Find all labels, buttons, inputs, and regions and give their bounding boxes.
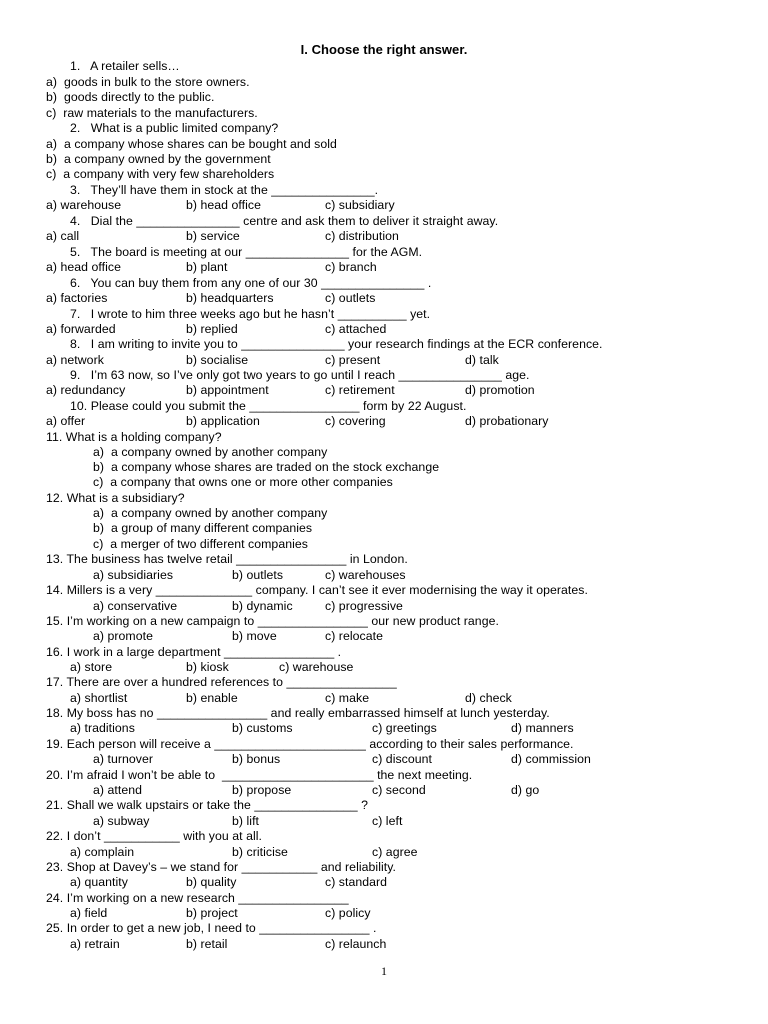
question-text: 10. Please could you submit the ________________ form by 22 August. bbox=[70, 399, 467, 413]
answer-options-row bbox=[0, 659, 768, 675]
answer-option: a) subway bbox=[93, 814, 150, 828]
answer-option: a) forwarded bbox=[46, 322, 116, 336]
answer-options-row bbox=[0, 413, 768, 429]
answer-option: b) headquarters bbox=[186, 291, 274, 305]
question-text: 25. In order to get a new job, I need to ________________ . bbox=[46, 921, 377, 935]
answer-option: c) subsidiary bbox=[325, 198, 395, 212]
answer-options-row bbox=[0, 228, 768, 244]
answer-option: c) second bbox=[372, 783, 426, 797]
answer-option: c) greetings bbox=[372, 721, 437, 735]
answer-option: a) a company owned by another company bbox=[93, 445, 328, 459]
answer-option: b) quality bbox=[186, 875, 237, 889]
answer-option: c) agree bbox=[372, 845, 418, 859]
answer-option: a) network bbox=[46, 353, 104, 367]
answer-option: b) replied bbox=[186, 322, 238, 336]
answer-option: a) complain bbox=[70, 845, 135, 859]
answer-option: a) quantity bbox=[70, 875, 128, 889]
answer-option: a) head office bbox=[46, 260, 121, 274]
answer-option: a) subsidiaries bbox=[93, 568, 174, 582]
answer-option: b) a company owned by the government bbox=[46, 152, 271, 166]
question-text: 6. You can buy them from any one of our 30 _______________ . bbox=[70, 276, 432, 290]
answer-option: c) warehouses bbox=[325, 568, 406, 582]
answer-option: c) distribution bbox=[325, 229, 399, 243]
answer-option: a) goods in bulk to the store owners. bbox=[46, 75, 250, 89]
answer-options-row bbox=[0, 598, 768, 614]
answer-option: c) progressive bbox=[325, 599, 403, 613]
answer-option: c) warehouse bbox=[279, 660, 354, 674]
answer-option: b) criticise bbox=[232, 845, 288, 859]
answer-options-row bbox=[0, 628, 768, 644]
question-text: 23. Shop at Davey’s – we stand for ___________ and reliability. bbox=[46, 860, 396, 874]
answer-option: a) offer bbox=[46, 414, 86, 428]
answer-option: c) standard bbox=[325, 875, 388, 889]
answer-option: a) warehouse bbox=[46, 198, 122, 212]
question-text: 19. Each person will receive a ______________________ according to their sales performance. bbox=[46, 737, 574, 751]
question-text: 21. Shall we walk upstairs or take the _______________ ? bbox=[46, 798, 369, 812]
answer-option: b) appointment bbox=[186, 383, 269, 397]
answer-option: b) dynamic bbox=[232, 599, 293, 613]
answer-option: c) policy bbox=[325, 906, 371, 920]
answer-option: c) left bbox=[372, 814, 403, 828]
answer-option: c) relocate bbox=[325, 629, 383, 643]
question-text: 9. I’m 63 now, so I’ve only got two years to go until I reach _______________ age. bbox=[70, 368, 530, 382]
answer-option: a) turnover bbox=[93, 752, 154, 766]
answer-options-row bbox=[0, 290, 768, 306]
answer-option: a) attend bbox=[93, 783, 142, 797]
question-text: 20. I’m afraid I won’t be able to ______________________ the next meeting. bbox=[46, 768, 473, 782]
answer-option: b) goods directly to the public. bbox=[46, 90, 215, 104]
answer-option: a) redundancy bbox=[46, 383, 126, 397]
answer-option: b) head office bbox=[186, 198, 261, 212]
question-text: 17. There are over a hundred references to ________________ bbox=[46, 675, 397, 689]
answer-option: b) project bbox=[186, 906, 238, 920]
answer-option: d) talk bbox=[465, 353, 499, 367]
answer-option: d) probationary bbox=[465, 414, 549, 428]
answer-option: c) relaunch bbox=[325, 937, 387, 951]
question-text: 5. The board is meeting at our _______________ for the AGM. bbox=[70, 245, 423, 259]
answer-option: b) service bbox=[186, 229, 240, 243]
answer-option: a) factories bbox=[46, 291, 108, 305]
answer-option: a) retrain bbox=[70, 937, 120, 951]
question-text: 7. I wrote to him three weeks ago but he hasn’t __________ yet. bbox=[70, 307, 431, 321]
answer-options-row bbox=[0, 844, 768, 860]
answer-options-row bbox=[0, 321, 768, 337]
answer-option: b) enable bbox=[186, 691, 238, 705]
question-text: 13. The business has twelve retail ________________ in London. bbox=[46, 552, 408, 566]
answer-option: b) a company whose shares are traded on the stock exchange bbox=[93, 460, 440, 474]
answer-options-row bbox=[0, 690, 768, 706]
question-text: 15. I’m working on a new campaign to ________________ our new product range. bbox=[46, 614, 499, 628]
answer-option: a) traditions bbox=[70, 721, 135, 735]
answer-option: b) customs bbox=[232, 721, 293, 735]
answer-option: b) propose bbox=[232, 783, 292, 797]
answer-options-row bbox=[0, 874, 768, 890]
question-text: 22. I don’t ___________ with you at all. bbox=[46, 829, 262, 843]
answer-option: a) conservative bbox=[93, 599, 178, 613]
answer-option: b) plant bbox=[186, 260, 228, 274]
answer-option: b) socialise bbox=[186, 353, 249, 367]
answer-option: b) lift bbox=[232, 814, 259, 828]
answer-option: c) a company that owns one or more other companies bbox=[93, 475, 393, 489]
answer-option: b) retail bbox=[186, 937, 228, 951]
answer-option: c) make bbox=[325, 691, 370, 705]
answer-option: b) move bbox=[232, 629, 277, 643]
answer-option: c) outlets bbox=[325, 291, 376, 305]
answer-option: c) a merger of two different companies bbox=[93, 537, 308, 551]
answer-option: d) go bbox=[511, 783, 540, 797]
answer-options-row bbox=[0, 259, 768, 275]
question-text: 1. A retailer sells… bbox=[70, 59, 180, 73]
answer-options-row bbox=[0, 782, 768, 798]
question-text: 4. Dial the _______________ centre and ask them to deliver it straight away. bbox=[70, 214, 499, 228]
answer-options-row bbox=[0, 813, 768, 829]
question-text: 3. They’ll have them in stock at the _______________. bbox=[70, 183, 379, 197]
answer-options-row bbox=[0, 936, 768, 952]
answer-option: a) call bbox=[46, 229, 80, 243]
question-text: 18. My boss has no ________________ and really embarrassed himself at lunch yesterday. bbox=[46, 706, 550, 720]
page-title: I. Choose the right answer. bbox=[300, 42, 468, 57]
answer-options-row bbox=[0, 197, 768, 213]
answer-option: d) check bbox=[465, 691, 512, 705]
answer-option: c) retirement bbox=[325, 383, 395, 397]
answer-options-row bbox=[0, 567, 768, 583]
answer-option: b) outlets bbox=[232, 568, 284, 582]
answer-options-row bbox=[0, 905, 768, 921]
question-text: 8. I am writing to invite you to _______________ your research findings at the ECR conference. bbox=[70, 337, 603, 351]
answer-option: b) application bbox=[186, 414, 260, 428]
answer-options-row bbox=[0, 352, 768, 368]
answer-option: c) attached bbox=[325, 322, 387, 336]
answer-option: d) commission bbox=[511, 752, 591, 766]
answer-option: c) present bbox=[325, 353, 381, 367]
answer-option: a) field bbox=[70, 906, 108, 920]
answer-option: b) bonus bbox=[232, 752, 281, 766]
answer-options-row bbox=[0, 382, 768, 398]
answer-option: a) store bbox=[70, 660, 113, 674]
answer-option: b) kiosk bbox=[186, 660, 229, 674]
answer-option: c) a company with very few shareholders bbox=[46, 167, 275, 181]
answer-option: a) a company owned by another company bbox=[93, 506, 328, 520]
question-text: 16. I work in a large department ________________ . bbox=[46, 645, 342, 659]
question-text: 11. What is a holding company? bbox=[46, 430, 222, 444]
answer-options-row bbox=[0, 751, 768, 767]
answer-option: c) covering bbox=[325, 414, 386, 428]
answer-option: d) promotion bbox=[465, 383, 535, 397]
question-text: 12. What is a subsidiary? bbox=[46, 491, 185, 505]
answer-option: b) a group of many different companies bbox=[93, 521, 313, 535]
answer-option: a) promote bbox=[93, 629, 153, 643]
answer-option: a) a company whose shares can be bought and sold bbox=[46, 137, 337, 151]
answer-option: a) shortlist bbox=[70, 691, 128, 705]
answer-options-row bbox=[0, 720, 768, 736]
answer-option: d) manners bbox=[511, 721, 574, 735]
page-number: 1 bbox=[380, 964, 388, 978]
answer-option: c) raw materials to the manufacturers. bbox=[46, 106, 258, 120]
answer-option: c) branch bbox=[325, 260, 377, 274]
answer-option: c) discount bbox=[372, 752, 433, 766]
question-text: 2. What is a public limited company? bbox=[70, 121, 279, 135]
question-text: 14. Millers is a very ______________ company. I can’t see it ever modernising the way it operates. bbox=[46, 583, 588, 597]
question-text: 24. I’m working on a new research ________________ bbox=[46, 891, 349, 905]
